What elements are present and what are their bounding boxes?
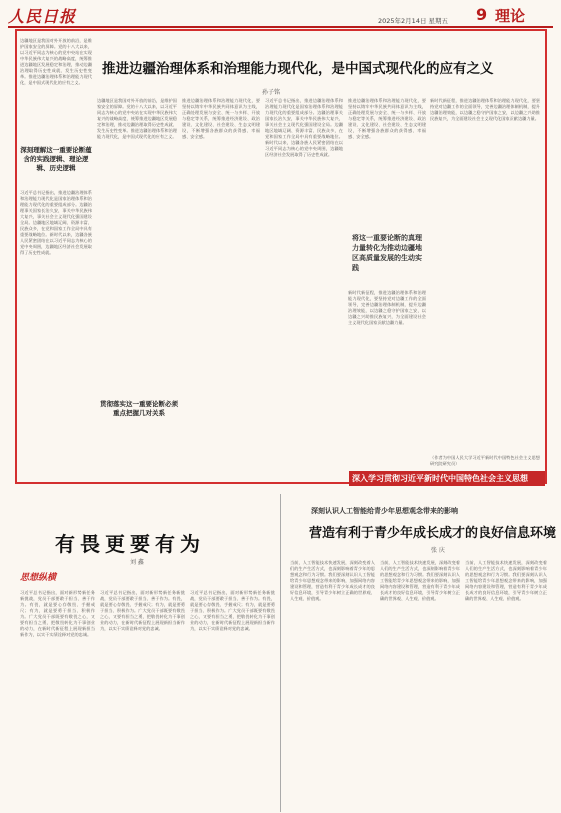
essay-column-3: 习近平总书记指出，面对新形势新任务新挑战，党员干部要敢于担当、善于作为。有畏，就是要心存敬畏、手握戒尺；有为，就是要勇于担当、积极作为。广大党员干部既要有敬畏之心，又要有担当之勇，把敬畏转化为干事创业的动力，在新时代新征程上展现新担当新作为，以实干实绩诠释对党的忠诚。	[190, 590, 275, 631]
article-column-6: 新时代新征程，推进边疆治理体系和治理能力现代化，要坚持党对边疆工作的全面领导，完善边疆治理体制机制，提升边疆治理效能，以边疆之稳守护国家之安，以边疆之兴助推民族复兴，为全面建设社会主义现代化国家贡献边疆力量。	[348, 290, 426, 325]
right-byline: 张 庆	[431, 547, 445, 554]
right-kicker: 深刻认识人工智能给青少年思想观念带来的影响	[311, 506, 458, 515]
section-title: 理论	[495, 7, 526, 25]
pull-quote: 将这一重要论断的真理力量转化为推动边疆地区高质量发展的生动实践	[352, 233, 422, 272]
series-ribbon-text: 深入学习贯彻习近平新时代中国特色社会主义思想	[352, 473, 528, 483]
essay-column-2: 习近平总书记指出，面对新形势新任务新挑战，党员干部要敢于担当、善于作为。有畏，就是要心存敬畏、手握戒尺；有为，就是要勇于担当、积极作为。广大党员干部既要有敬畏之心，又要有担当之勇，把敬畏转化为干事创业的动力，在新时代新征程上展现新担当新作为，以实干实绩诠释对党的忠诚。	[100, 590, 185, 631]
right-headline[interactable]: 营造有利于青少年成长成才的良好信息环境	[309, 526, 557, 541]
article-column-3: 推进边疆治理体系和治理能力现代化，要坚持以铸牢中华民族共同体意识为主线，正确处理发展与安全、统一与多样、开放与稳定等关系，统筹推进经济建设、政治建设、文化建设、社会建设、生态文明建设，不断增强各族群众的获得感、幸福感、安全感。	[182, 98, 260, 139]
subheading-1: 深刻理解这一重要论断蕴含的实践逻辑、理论逻辑、历史逻辑	[20, 146, 92, 172]
article-column-5: 推进边疆治理体系和治理能力现代化，要坚持以铸牢中华民族共同体意识为主线，正确处理发展与安全、统一与多样、开放与稳定等关系，统筹推进经济建设、政治建设、文化建设、社会建设、生态文明建设，不断增强各族群众的获得感、幸福感、安全感。	[348, 98, 426, 139]
article-column-7: 新时代新征程，推进边疆治理体系和治理能力现代化，要坚持党对边疆工作的全面领导，完善边疆治理体制机制，提升边疆治理效能，以边疆之稳守护国家之安，以边疆之兴助推民族复兴，为全面建设社会主义现代化国家贡献边疆力量。	[430, 98, 540, 121]
article-column-4: 习近平总书记指出，推进边疆治理体系和治理能力现代化是国家治理体系和治理能力现代化的重要组成部分。边疆治理事关国家长治久安，事关中华民族伟大复兴，事关社会主义现代化强国建设全局。边疆地区地域辽阔、资源丰富、民族众多，在党和国家工作全局中具有重要战略地位。新时代以来，边疆各族人民紧密团结在以习近平同志为核心的党中央周围，边疆地区经济社会发展取得了历史性成就。	[265, 98, 343, 157]
intro-text: 边疆地区是我国对外开放的前沿，是维护国家安全的屏障。党的十八大以来，以习近平同志为核心的党中央站在实现中华民族伟大复兴的战略高度，统筹推进边疆地区发展稳定和治理，推动边疆治理取得历史性成就、发生历史性变革。推进边疆治理体系和治理能力现代化，是中国式现代化的应有之义。	[20, 38, 92, 85]
issue-date: 2025年2月14日 星期五	[378, 17, 449, 25]
author-note: （作者为中国人民大学习近平新时代中国特色社会主义思想研究院研究员）	[430, 455, 540, 466]
subheading-2: 贯彻落实这一重要论断必须重点把握几对关系	[100, 400, 178, 417]
column-tag: 思想纵横	[20, 573, 57, 583]
essay-byline: 刘 鑫	[130, 559, 144, 566]
article-column-1: 习近平总书记指出，推进边疆治理体系和治理能力现代化是国家治理体系和治理能力现代化的重要组成部分。边疆治理事关国家长治久安，事关中华民族伟大复兴，事关社会主义现代化强国建设全局。边疆地区地域辽阔、资源丰富、民族众多，在党和国家工作全局中具有重要战略地位。新时代以来，边疆各族人民紧密团结在以习近平同志为核心的党中央周围，边疆地区经济社会发展取得了历史性成就。	[20, 190, 92, 255]
right-column-2: 当前，人工智能技术快速发展，深刻改变着人们的生产生活方式，也深刻影响着青少年的思想观念和行为习惯。我们要深刻认识人工智能给青少年思想观念带来的影响，加强网络内容建设和管理，营造有利于青少年成长成才的良好信息环境，引导青少年树立正确的世界观、人生观、价值观。	[380, 560, 460, 601]
newspaper-logo: 人民日报	[8, 7, 77, 26]
main-headline[interactable]: 推进边疆治理体系和治理能力现代化，是中国式现代化的应有之义	[102, 61, 494, 77]
page-number: 9	[476, 5, 488, 24]
article-column-2: 边疆地区是我国对外开放的前沿，是维护国家安全的屏障。党的十八大以来，以习近平同志为核心的党中央站在实现中华民族伟大复兴的战略高度，统筹推进边疆地区发展稳定和治理，推动边疆治理取得历史性成就、发生历史性变革。推进边疆治理体系和治理能力现代化，是中国式现代化的应有之义。	[97, 98, 177, 139]
right-column-3: 当前，人工智能技术快速发展，深刻改变着人们的生产生活方式，也深刻影响着青少年的思想观念和行为习惯。我们要深刻认识人工智能给青少年思想观念带来的影响，加强网络内容建设和管理，营造有利于青少年成长成才的良好信息环境，引导青少年树立正确的世界观、人生观、价值观。	[465, 560, 547, 601]
essay-column-1: 习近平总书记指出，面对新形势新任务新挑战，党员干部要敢于担当、善于作为。有畏，就是要心存敬畏、手握戒尺；有为，就是要勇于担当、积极作为。广大党员干部既要有敬畏之心，又要有担当之勇，把敬畏转化为干事创业的动力，在新时代新征程上展现新担当新作为，以实干实绩诠释对党的忠诚。	[20, 590, 95, 637]
main-byline: 孙子铭	[262, 89, 281, 96]
masthead	[8, 4, 553, 28]
right-column-1: 当前，人工智能技术快速发展，深刻改变着人们的生产生活方式，也深刻影响着青少年的思想观念和行为习惯。我们要深刻认识人工智能给青少年思想观念带来的影响，加强网络内容建设和管理，营造有利于青少年成长成才的良好信息环境，引导青少年树立正确的世界观、人生观、价值观。	[290, 560, 375, 601]
essay-title[interactable]: 有畏更要有为	[55, 532, 205, 556]
